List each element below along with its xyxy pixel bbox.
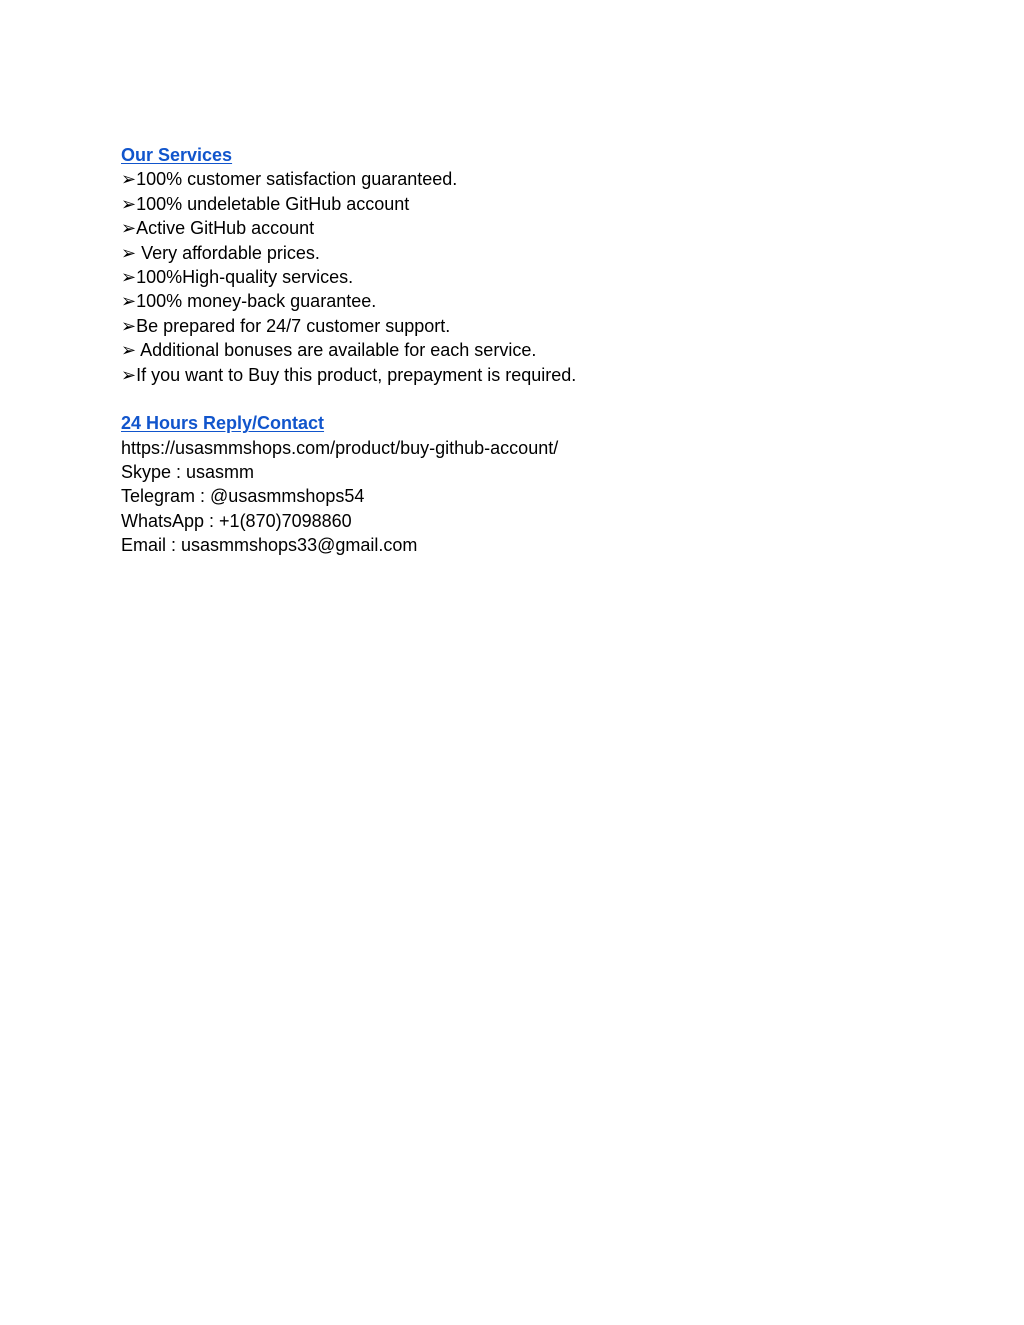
telegram-contact: Telegram : @usasmmshops54: [121, 486, 365, 507]
contact-heading-link[interactable]: 24 Hours Reply/Contact: [121, 413, 325, 434]
whatsapp-contact: WhatsApp : +1(870)7098860: [121, 510, 352, 531]
services-list: [121, 167, 941, 387]
section-spacer: [121, 387, 941, 411]
service-item: ➢100%High-quality services.: [121, 266, 354, 287]
email-contact: Email : usasmmshops33@gmail.com: [121, 535, 418, 556]
service-item: ➢ Very affordable prices.: [121, 242, 320, 263]
service-item: ➢100% undeletable GitHub account: [121, 193, 410, 214]
service-item: ➢If you want to Buy this product, prepayment is required.: [121, 364, 577, 385]
product-url-text: https://usasmmshops.com/product/buy-github-account/: [121, 437, 559, 458]
service-item: ➢ Additional bonuses are available for each service.: [121, 340, 537, 361]
service-item: ➢Be prepared for 24/7 customer support.: [121, 315, 451, 336]
contact-details: [121, 436, 941, 558]
service-item: ➢100% customer satisfaction guaranteed.: [121, 169, 458, 190]
service-item: ➢100% money-back guarantee.: [121, 291, 377, 312]
skype-contact: Skype : usasmm: [121, 462, 255, 483]
service-item: ➢Active GitHub account: [121, 218, 315, 239]
document-body: [121, 143, 941, 558]
services-heading-link[interactable]: Our Services: [121, 145, 233, 165]
